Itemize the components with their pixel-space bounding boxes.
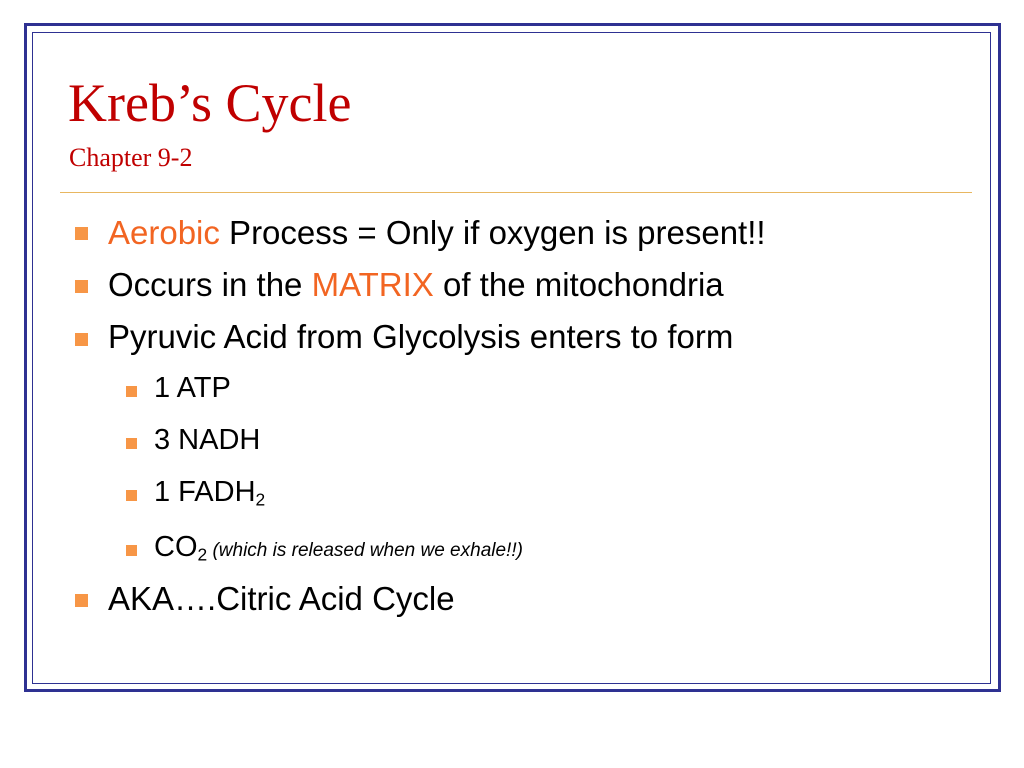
bullet-marker [75,594,88,607]
matrix-text-start: Occurs in the [108,266,312,303]
bullet-marker [75,227,88,240]
bullet-aerobic [108,216,766,249]
sub-bullet-co2 [154,531,523,565]
matrix-term: MATRIX [311,266,434,303]
fadh-subscript: 2 [255,489,266,510]
sub-bullet-marker [126,386,137,397]
bullet-marker [75,333,88,346]
sub-bullet-atp: 1 ATP [154,372,231,404]
bullet-marker [75,280,88,293]
slide-title: Kreb’s Cycle [68,73,352,133]
sub-bullet-nadh: 3 NADH [154,424,261,456]
aerobic-term: Aerobic [108,214,220,251]
co-text: CO [154,531,198,563]
co-subscript: 2 [197,544,208,565]
sub-bullet-marker [126,490,137,501]
slide-subtitle: Chapter 9-2 [69,143,193,172]
aerobic-text: Process = Only if oxygen is present!! [219,214,766,251]
sub-bullet-fadh2 [154,476,266,510]
sub-bullet-marker [126,438,137,449]
bullet-aka: AKA….Citric Acid Cycle [108,580,455,617]
bullet-pyruvic: Pyruvic Acid from Glycolysis enters to form [108,318,734,355]
bullet-matrix [108,268,724,301]
co2-note: (which is released when we exhale!!) [207,540,523,561]
sub-bullet-marker [126,545,137,556]
matrix-text-end: of the mitochondria [433,266,724,303]
fadh-text: 1 FADH [154,476,256,508]
